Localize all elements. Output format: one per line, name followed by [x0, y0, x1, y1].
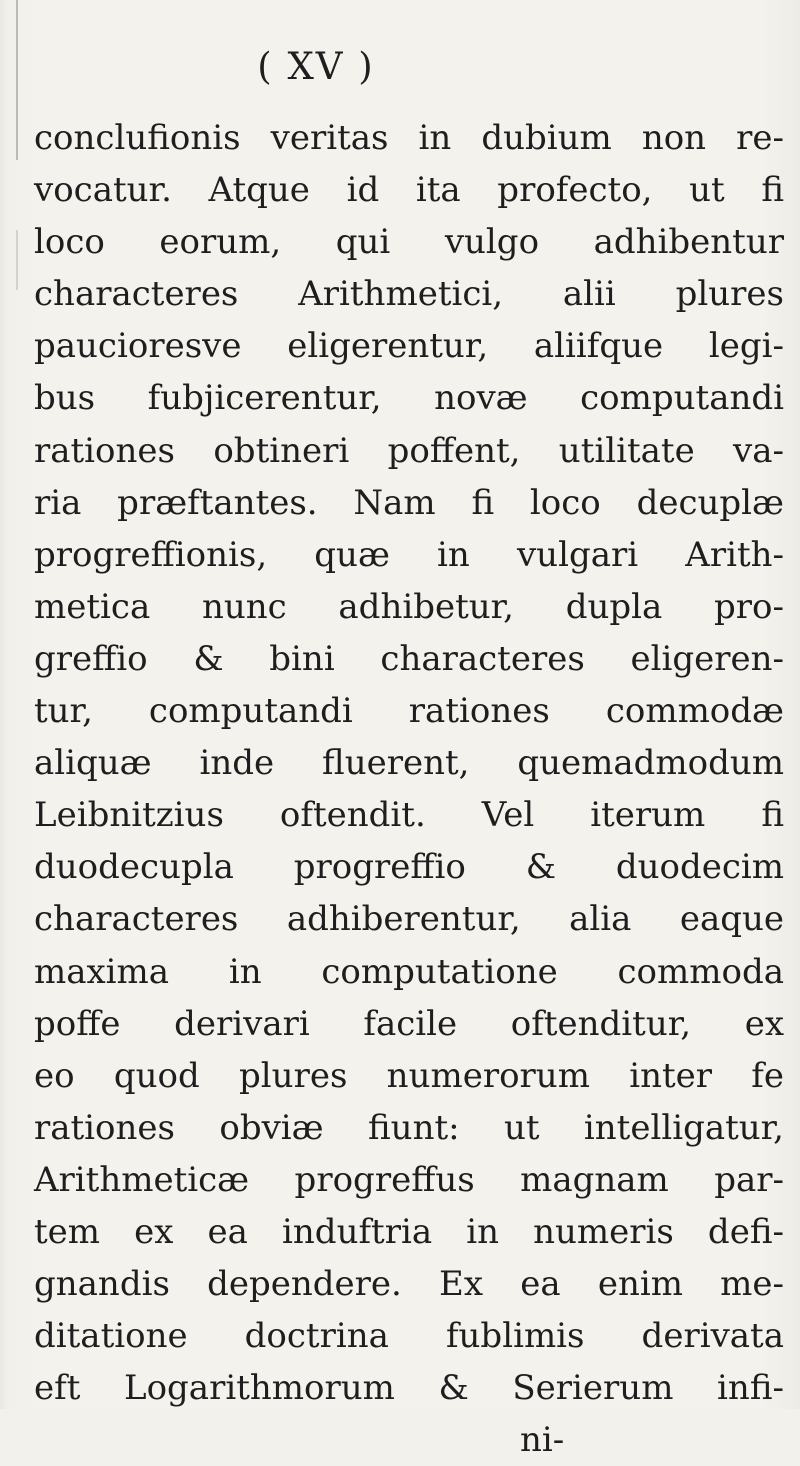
catchword: ni-: [520, 1420, 565, 1461]
text-line: paucioresve eligerentur, aliifque legi-: [34, 326, 784, 367]
binding-edge-mark: [16, 230, 18, 290]
text-line: Leibnitzius oftendit. Vel iterum fi: [34, 795, 784, 836]
text-line: bus fubjicerentur, novæ computandi: [34, 378, 784, 419]
text-line: metica nunc adhibetur, dupla pro-: [34, 586, 784, 627]
text-line: vocatur. Atque id ita profecto, ut fi: [34, 170, 784, 211]
binding-edge-mark: [16, 0, 18, 160]
text-line: ria præftantes. Nam fi loco decuplæ: [34, 482, 784, 523]
text-line: rationes obtineri poffent, utilitate va-: [34, 430, 784, 471]
text-line: eo quod plures numerorum inter fe: [34, 1055, 784, 1096]
text-line: tem ex ea induftria in numeris defi-: [34, 1211, 784, 1252]
text-line: characteres Arithmetici, alii plures: [34, 274, 784, 315]
text-line: conclufionis veritas in dubium non re-: [34, 118, 784, 158]
text-line: characteres adhiberentur, alia eaque: [34, 899, 784, 940]
text-line: poffe derivari facile oftenditur, ex: [34, 1003, 784, 1044]
text-line: gnandis dependere. Ex ea enim me-: [34, 1264, 784, 1305]
text-line: maxima in computatione commoda: [34, 951, 784, 992]
text-line: loco eorum, qui vulgo adhibentur: [34, 222, 784, 263]
text-line: eft Logarithmorum & Serierum infi-: [34, 1368, 784, 1409]
text-line: progreffionis, quæ in vulgari Arith-: [34, 534, 784, 575]
text-line: ditatione doctrina fublimis derivata: [34, 1316, 784, 1357]
text-line: aliquæ inde fluerent, quemadmodum: [34, 743, 784, 784]
text-line: greffio & bini characteres eligeren-: [34, 638, 784, 679]
page-header-number: ( XV ): [257, 45, 375, 88]
text-line: duodecupla progreffio & duodecim: [34, 847, 784, 888]
text-line: Arithmeticæ progreffus magnam par-: [34, 1159, 784, 1200]
text-line: tur, computandi rationes commodæ: [34, 691, 784, 732]
text-line: rationes obviæ fiunt: ut intelligatur,: [34, 1107, 784, 1148]
body-text: [34, 112, 784, 1466]
